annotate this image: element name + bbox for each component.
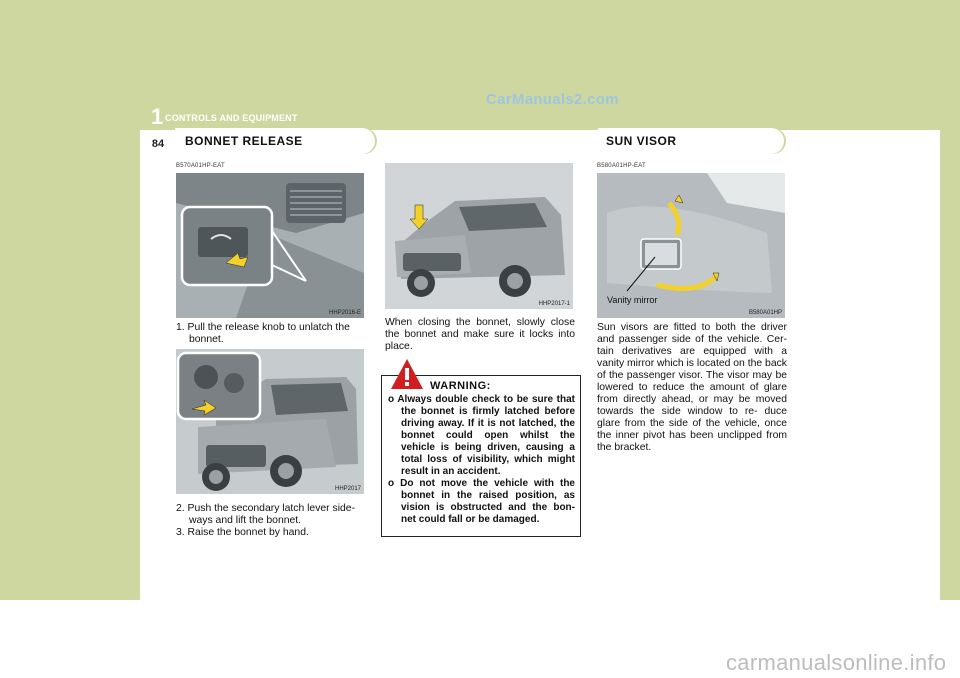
page-number: 84 bbox=[145, 132, 171, 154]
bonnet-code: B570A01HP-EAT bbox=[176, 163, 225, 169]
warning-title: WARNING: bbox=[430, 380, 491, 392]
closing-text: When closing the bonnet, slowly close the bonnet and make sure it locks into place. bbox=[385, 317, 575, 352]
warning-list bbox=[388, 394, 575, 526]
visor-code: B580A01HP-EAT bbox=[597, 163, 646, 169]
vehicle-side-illustration bbox=[385, 163, 573, 309]
visor-text: Sun visors are fitted to both the driver and passenger side of the vehicle. Cer- tain derivatives are equipped with a vanity mirror which is located on the back of the passenger visor. The visor may be lowered to reduce the amount of glare from directly ahead, or may be moved towards the side window to re- duce glare from the side of the vehicle, once the inner pivot has been unclipped from the bracket. bbox=[597, 322, 787, 453]
step-2-text: 2. Push the secondary latch lever side- ways and lift the bonnet. bbox=[176, 503, 356, 526]
section-title-bonnet: BONNET RELEASE bbox=[185, 134, 303, 148]
secondary-latch-photo bbox=[176, 349, 364, 494]
bonnet-release-photo bbox=[176, 173, 364, 318]
vanity-mirror-label: Vanity mirror bbox=[607, 295, 658, 305]
photo-caption: HHP2017-1 bbox=[538, 301, 570, 307]
warning-item: o Always double check to be sure that the bonnet is firmly latched before driving away. If it is not latched, the bonnet could open whilst the vehicle is being driven, causing a total loss of visibility, which might result in an accident. bbox=[388, 394, 575, 477]
bonnet-steps-2-3 bbox=[176, 503, 366, 539]
warning-item: o Do not move the vehicle with the bonnet in the raised position, as vision is obstructed and the bon- net could fall or be damaged. bbox=[388, 478, 575, 525]
photo-caption: B580A01HP bbox=[748, 310, 782, 316]
bonnet-step-1 bbox=[176, 322, 366, 346]
photo-caption: HHP2017 bbox=[334, 486, 361, 492]
watermark-bottom-link[interactable]: carmanualsonline.info bbox=[726, 650, 947, 675]
chapter-number: 1 bbox=[151, 104, 164, 129]
vehicle-front-illustration bbox=[176, 349, 364, 494]
step-3-text: 3. Raise the bonnet by hand. bbox=[176, 527, 309, 538]
chapter-title: CONTROLS AND EQUIPMENT bbox=[165, 113, 298, 123]
photo-caption: HHP2016-E bbox=[328, 310, 361, 316]
dashboard-illustration bbox=[176, 173, 364, 318]
section-title-visor: SUN VISOR bbox=[606, 134, 677, 148]
warning-triangle-icon bbox=[390, 358, 424, 390]
watermark-top-link[interactable]: CarManuals2.com bbox=[486, 91, 619, 108]
closing-bonnet-photo bbox=[385, 163, 573, 309]
step-1-text: 1. Pull the release knob to unlatch the bonnet. bbox=[176, 322, 350, 345]
